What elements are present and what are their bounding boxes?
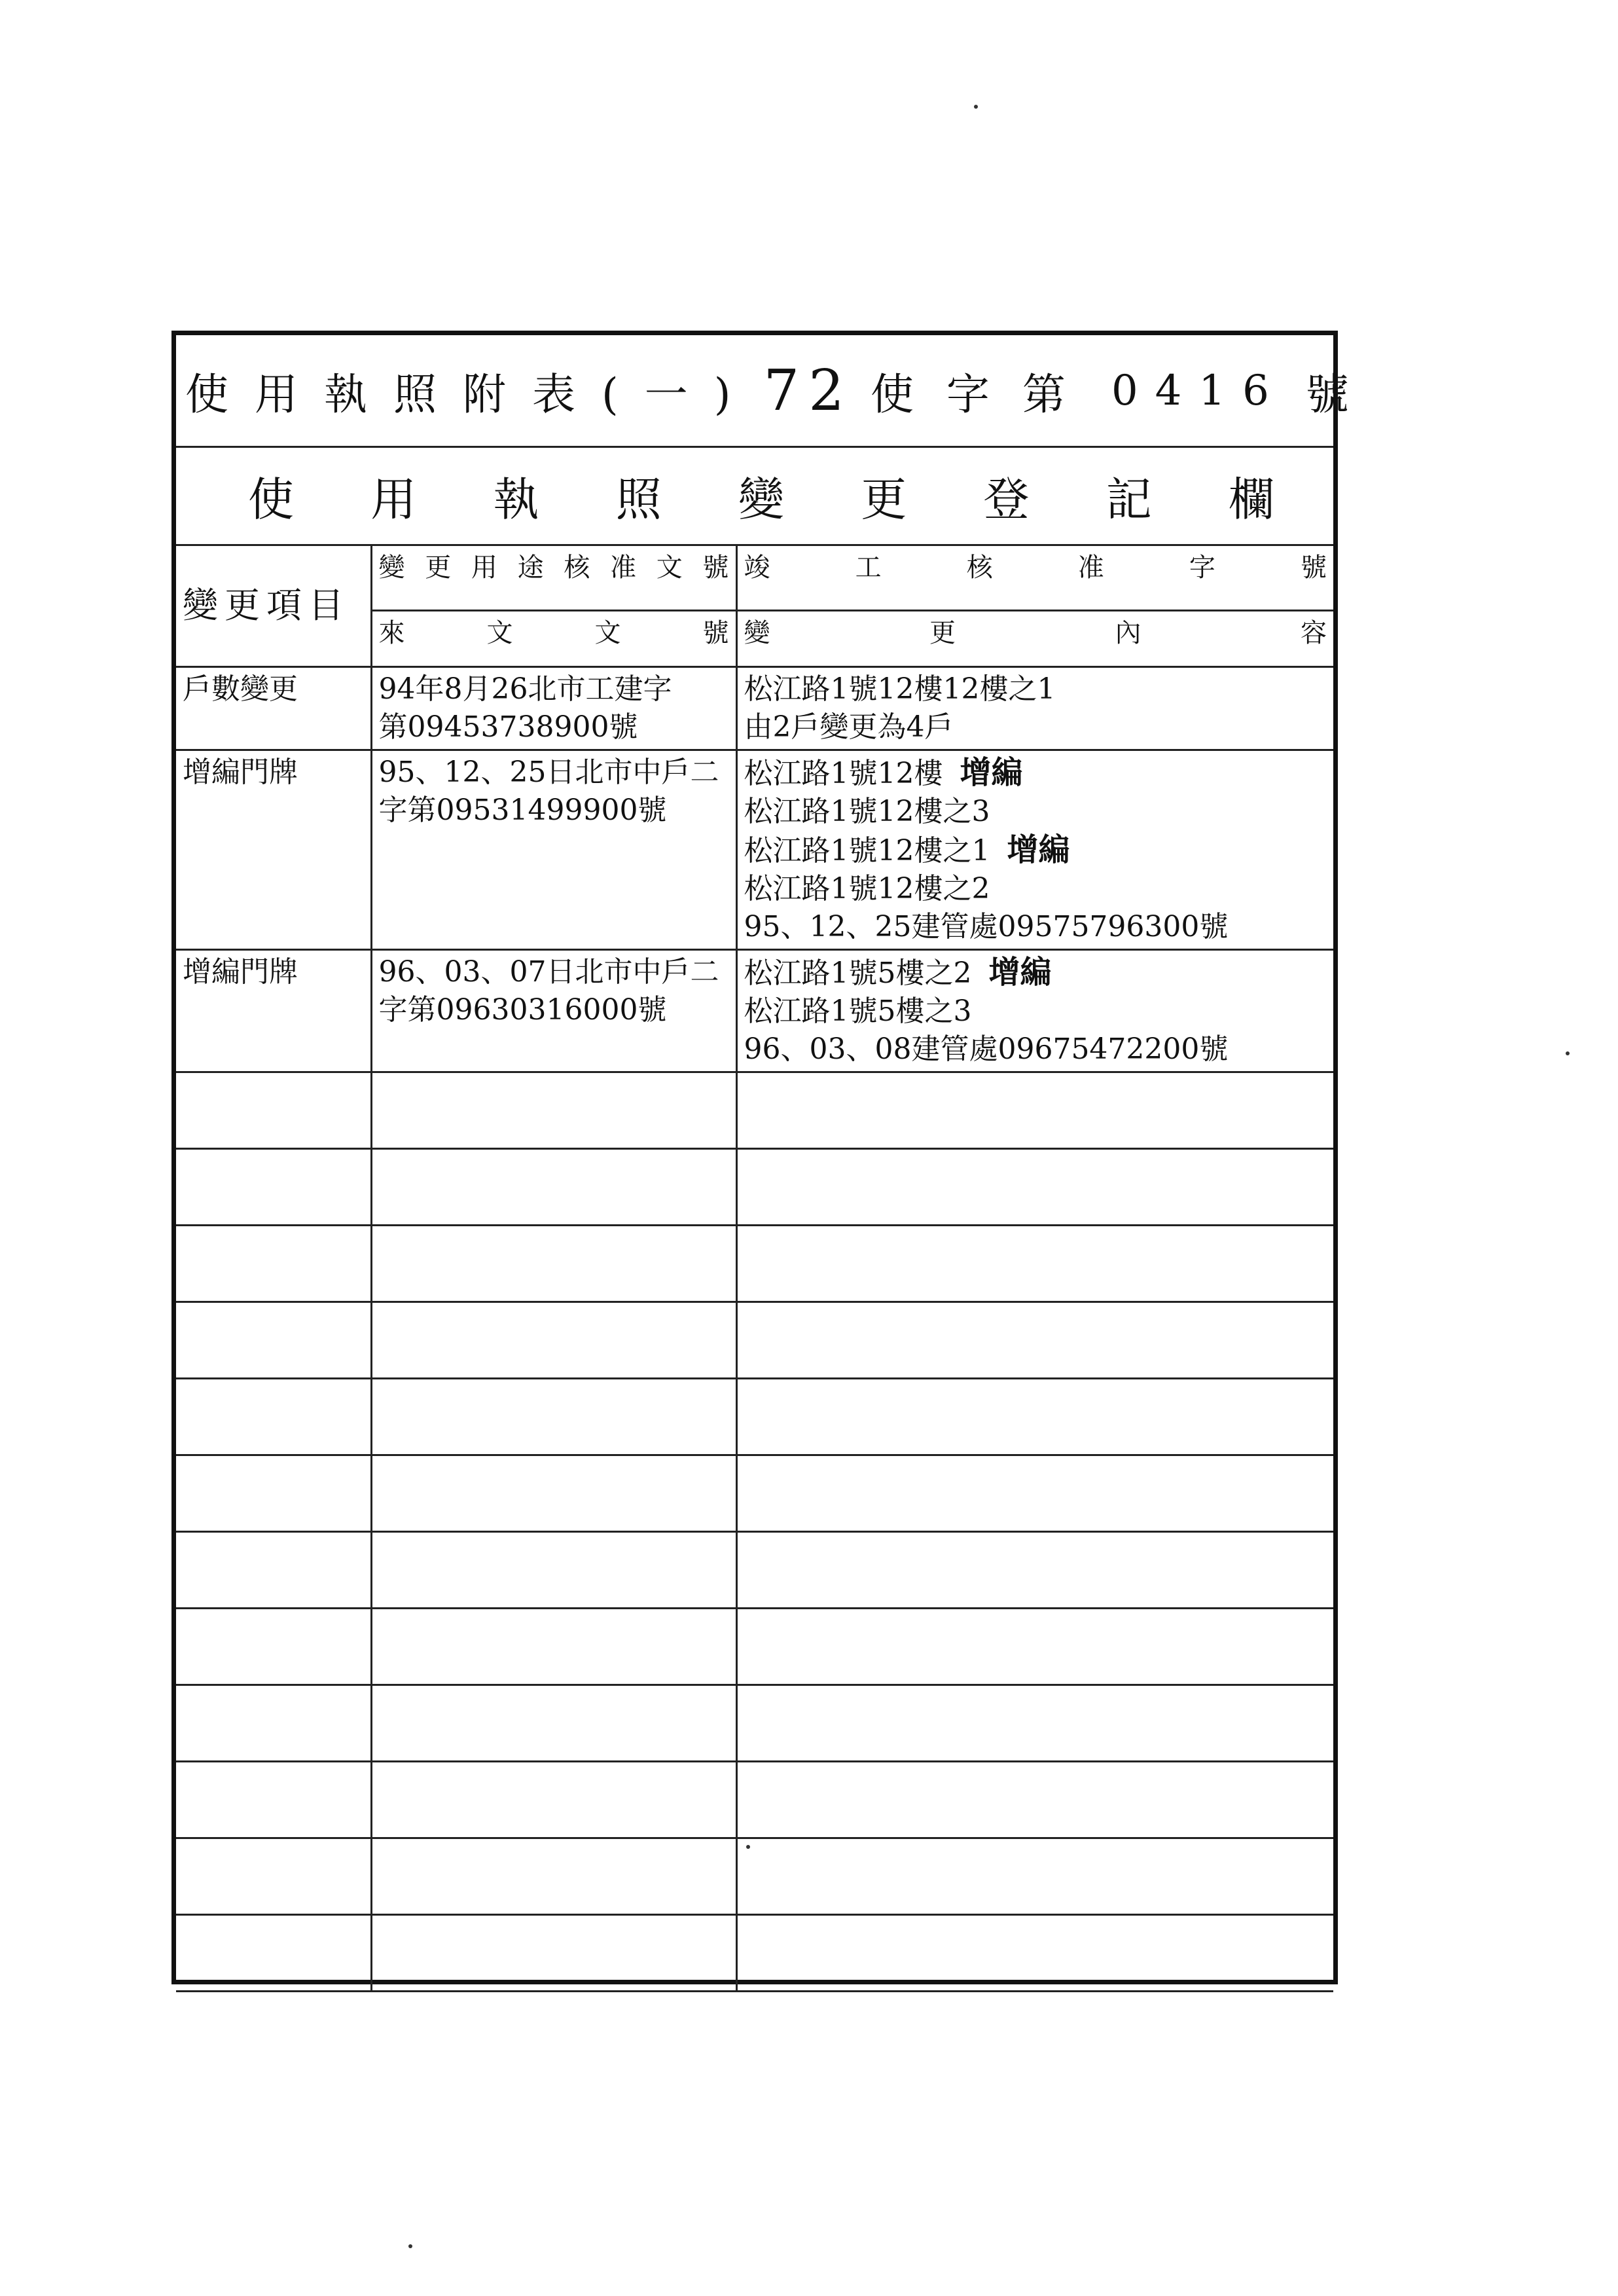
- empty-cell: [371, 1148, 736, 1225]
- empty-cell: [371, 1531, 736, 1608]
- document-number-cell: [371, 750, 736, 949]
- content-line: 松江路1號12樓之1 增編: [744, 831, 1070, 868]
- empty-cell: [736, 1302, 1333, 1378]
- subtitle-text-char: 記: [1106, 473, 1152, 526]
- subtitle-text-char: 登: [983, 473, 1030, 526]
- content-note: 增編: [988, 953, 1052, 991]
- content-line: 松江路1號12樓12樓之1: [744, 672, 1056, 706]
- subtitle-text: [176, 448, 1333, 546]
- scan-speck: [1566, 1051, 1570, 1055]
- incoming-doc-label-char: 文: [486, 617, 513, 648]
- content-label-char: 更: [929, 617, 956, 648]
- approval-doc-label-char: 准: [610, 553, 637, 583]
- change-content-cell: [736, 666, 1333, 750]
- header-item: 變更項目: [176, 546, 371, 666]
- scan-speck: [746, 1845, 750, 1849]
- empty-row: [176, 1455, 1333, 1531]
- empty-cell: [371, 1838, 736, 1914]
- title-mid: 使字第: [870, 369, 1098, 420]
- completion-no-label-char: 核: [966, 553, 993, 583]
- document-line: 95、12、25日北市中戶二: [378, 755, 719, 789]
- completion-no-label-char: 准: [1077, 553, 1104, 583]
- document-number-cell: [371, 949, 736, 1072]
- document-line: 第09453738900號: [378, 710, 638, 744]
- empty-row: [176, 1302, 1333, 1378]
- empty-cell: [176, 1148, 371, 1225]
- document-line: 字第09531499900號: [378, 793, 667, 827]
- empty-row: [176, 1761, 1333, 1838]
- content-note: 增編: [1007, 831, 1070, 868]
- approval-doc-label-char: 核: [564, 553, 590, 583]
- empty-cell: [736, 1531, 1333, 1608]
- empty-cell: [176, 1761, 371, 1838]
- table-row: [176, 949, 1333, 1072]
- approval-doc-label-char: 用: [471, 553, 497, 583]
- empty-row: [176, 1914, 1333, 1991]
- scan-speck: [408, 2244, 412, 2248]
- empty-cell: [371, 1761, 736, 1838]
- empty-cell: [176, 1685, 371, 1761]
- empty-cell: [176, 1072, 371, 1148]
- content-line: 松江路1號5樓之3: [744, 994, 972, 1028]
- empty-row: [176, 1072, 1333, 1148]
- empty-cell: [176, 1302, 371, 1378]
- empty-cell: [176, 1225, 371, 1302]
- content-line: 松江路1號12樓之2: [744, 871, 990, 905]
- subtitle-text-char: 照: [615, 473, 662, 526]
- empty-row: [176, 1608, 1333, 1685]
- completion-no-label-char: 號: [1300, 553, 1327, 583]
- empty-cell: [371, 1608, 736, 1685]
- change-item-cell: 戶數變更: [176, 666, 371, 750]
- empty-cell: [736, 1225, 1333, 1302]
- table-row: [176, 666, 1333, 750]
- subtitle-text-char: 執: [493, 473, 539, 526]
- empty-cell: [371, 1302, 736, 1378]
- form-title: [176, 335, 1349, 448]
- empty-cell: [736, 1148, 1333, 1225]
- subtitle-text-char: 用: [370, 473, 417, 526]
- approval-doc-label: [379, 549, 729, 587]
- empty-row: [176, 1225, 1333, 1302]
- empty-cell: [736, 1378, 1333, 1455]
- empty-cell: [371, 1914, 736, 1991]
- incoming-doc-label-char: 文: [594, 617, 621, 648]
- content-label-char: 容: [1301, 617, 1327, 648]
- completion-no-label: [744, 549, 1327, 587]
- document-number-cell: [371, 666, 736, 750]
- empty-cell: [736, 1072, 1333, 1148]
- empty-row: [176, 1148, 1333, 1225]
- incoming-doc-label-char: 來: [378, 617, 405, 648]
- header-approval-doc: [371, 546, 736, 610]
- empty-cell: [736, 1838, 1333, 1914]
- content-line: 松江路1號5樓之2 增編: [744, 953, 1052, 991]
- title-number: 72: [763, 357, 854, 424]
- subtitle-text-char: 欄: [1229, 473, 1274, 526]
- completion-no-label-char: 字: [1189, 553, 1215, 583]
- empty-cell: [371, 1455, 736, 1531]
- header-content: [736, 610, 1333, 666]
- empty-cell: [176, 1914, 371, 1991]
- empty-cell: [736, 1685, 1333, 1761]
- empty-cell: [371, 1685, 736, 1761]
- empty-cell: [176, 1378, 371, 1455]
- empty-row: [176, 1685, 1333, 1761]
- document-line: 96、03、07日北市中戶二: [378, 955, 719, 989]
- approval-doc-label-char: 途: [517, 553, 544, 583]
- title-prefix: 使用執照附表(一): [185, 369, 757, 420]
- incoming-doc-label-char: 號: [702, 617, 729, 648]
- empty-cell: [176, 1455, 371, 1531]
- header-row: [176, 546, 1333, 610]
- change-content-cell: [736, 750, 1333, 949]
- empty-cell: [371, 1225, 736, 1302]
- subtitle-text-char: 使: [248, 473, 294, 526]
- empty-cell: [736, 1455, 1333, 1531]
- empty-cell: [736, 1914, 1333, 1991]
- content-label-char: 變: [744, 617, 770, 648]
- document-line: 字第09630316000號: [378, 993, 667, 1027]
- content-line: 95、12、25建管處09575796300號: [744, 909, 1229, 943]
- license-change-form: [171, 331, 1349, 1984]
- empty-row: [176, 1838, 1333, 1914]
- empty-cell: [736, 1608, 1333, 1685]
- change-item-cell: 增編門牌: [176, 949, 371, 1072]
- empty-cell: [176, 1838, 371, 1914]
- content-line: 96、03、08建管處09675472200號: [744, 1032, 1229, 1066]
- empty-cell: [176, 1531, 371, 1608]
- header-completion-no: [736, 546, 1333, 610]
- empty-cell: [176, 1608, 371, 1685]
- subtitle-text-char: 變: [738, 473, 784, 526]
- completion-no-label-char: 工: [855, 553, 882, 583]
- approval-doc-label-char: 文: [656, 553, 683, 583]
- approval-doc-label-char: 號: [702, 553, 729, 583]
- title-suffix: 號: [1305, 369, 1349, 420]
- document-line: 94年8月26北市工建字: [378, 672, 672, 706]
- empty-cell: [736, 1761, 1333, 1838]
- table-row: [176, 750, 1333, 949]
- title-code: 0416: [1111, 366, 1286, 415]
- empty-cell: [371, 1378, 736, 1455]
- header-incoming-doc: [371, 610, 736, 666]
- scan-speck: [974, 105, 978, 109]
- incoming-doc-label: [379, 614, 729, 652]
- content-line: 松江路1號12樓 增編: [744, 754, 1023, 791]
- content-label: [744, 614, 1327, 652]
- subtitle-text-char: 更: [861, 473, 907, 526]
- change-item-cell: 增編門牌: [176, 750, 371, 949]
- content-line: 松江路1號12樓之3: [744, 794, 990, 828]
- content-label-char: 內: [1115, 617, 1142, 648]
- empty-row: [176, 1531, 1333, 1608]
- change-record-table: [176, 546, 1333, 1992]
- empty-row: [176, 1378, 1333, 1455]
- change-content-cell: [736, 949, 1333, 1072]
- completion-no-label-char: 竣: [744, 553, 770, 583]
- content-note: 增編: [960, 754, 1023, 791]
- approval-doc-label-char: 變: [378, 553, 405, 583]
- approval-doc-label-char: 更: [425, 553, 452, 583]
- content-line: 由2戶變更為4戶: [744, 710, 954, 744]
- empty-cell: [371, 1072, 736, 1148]
